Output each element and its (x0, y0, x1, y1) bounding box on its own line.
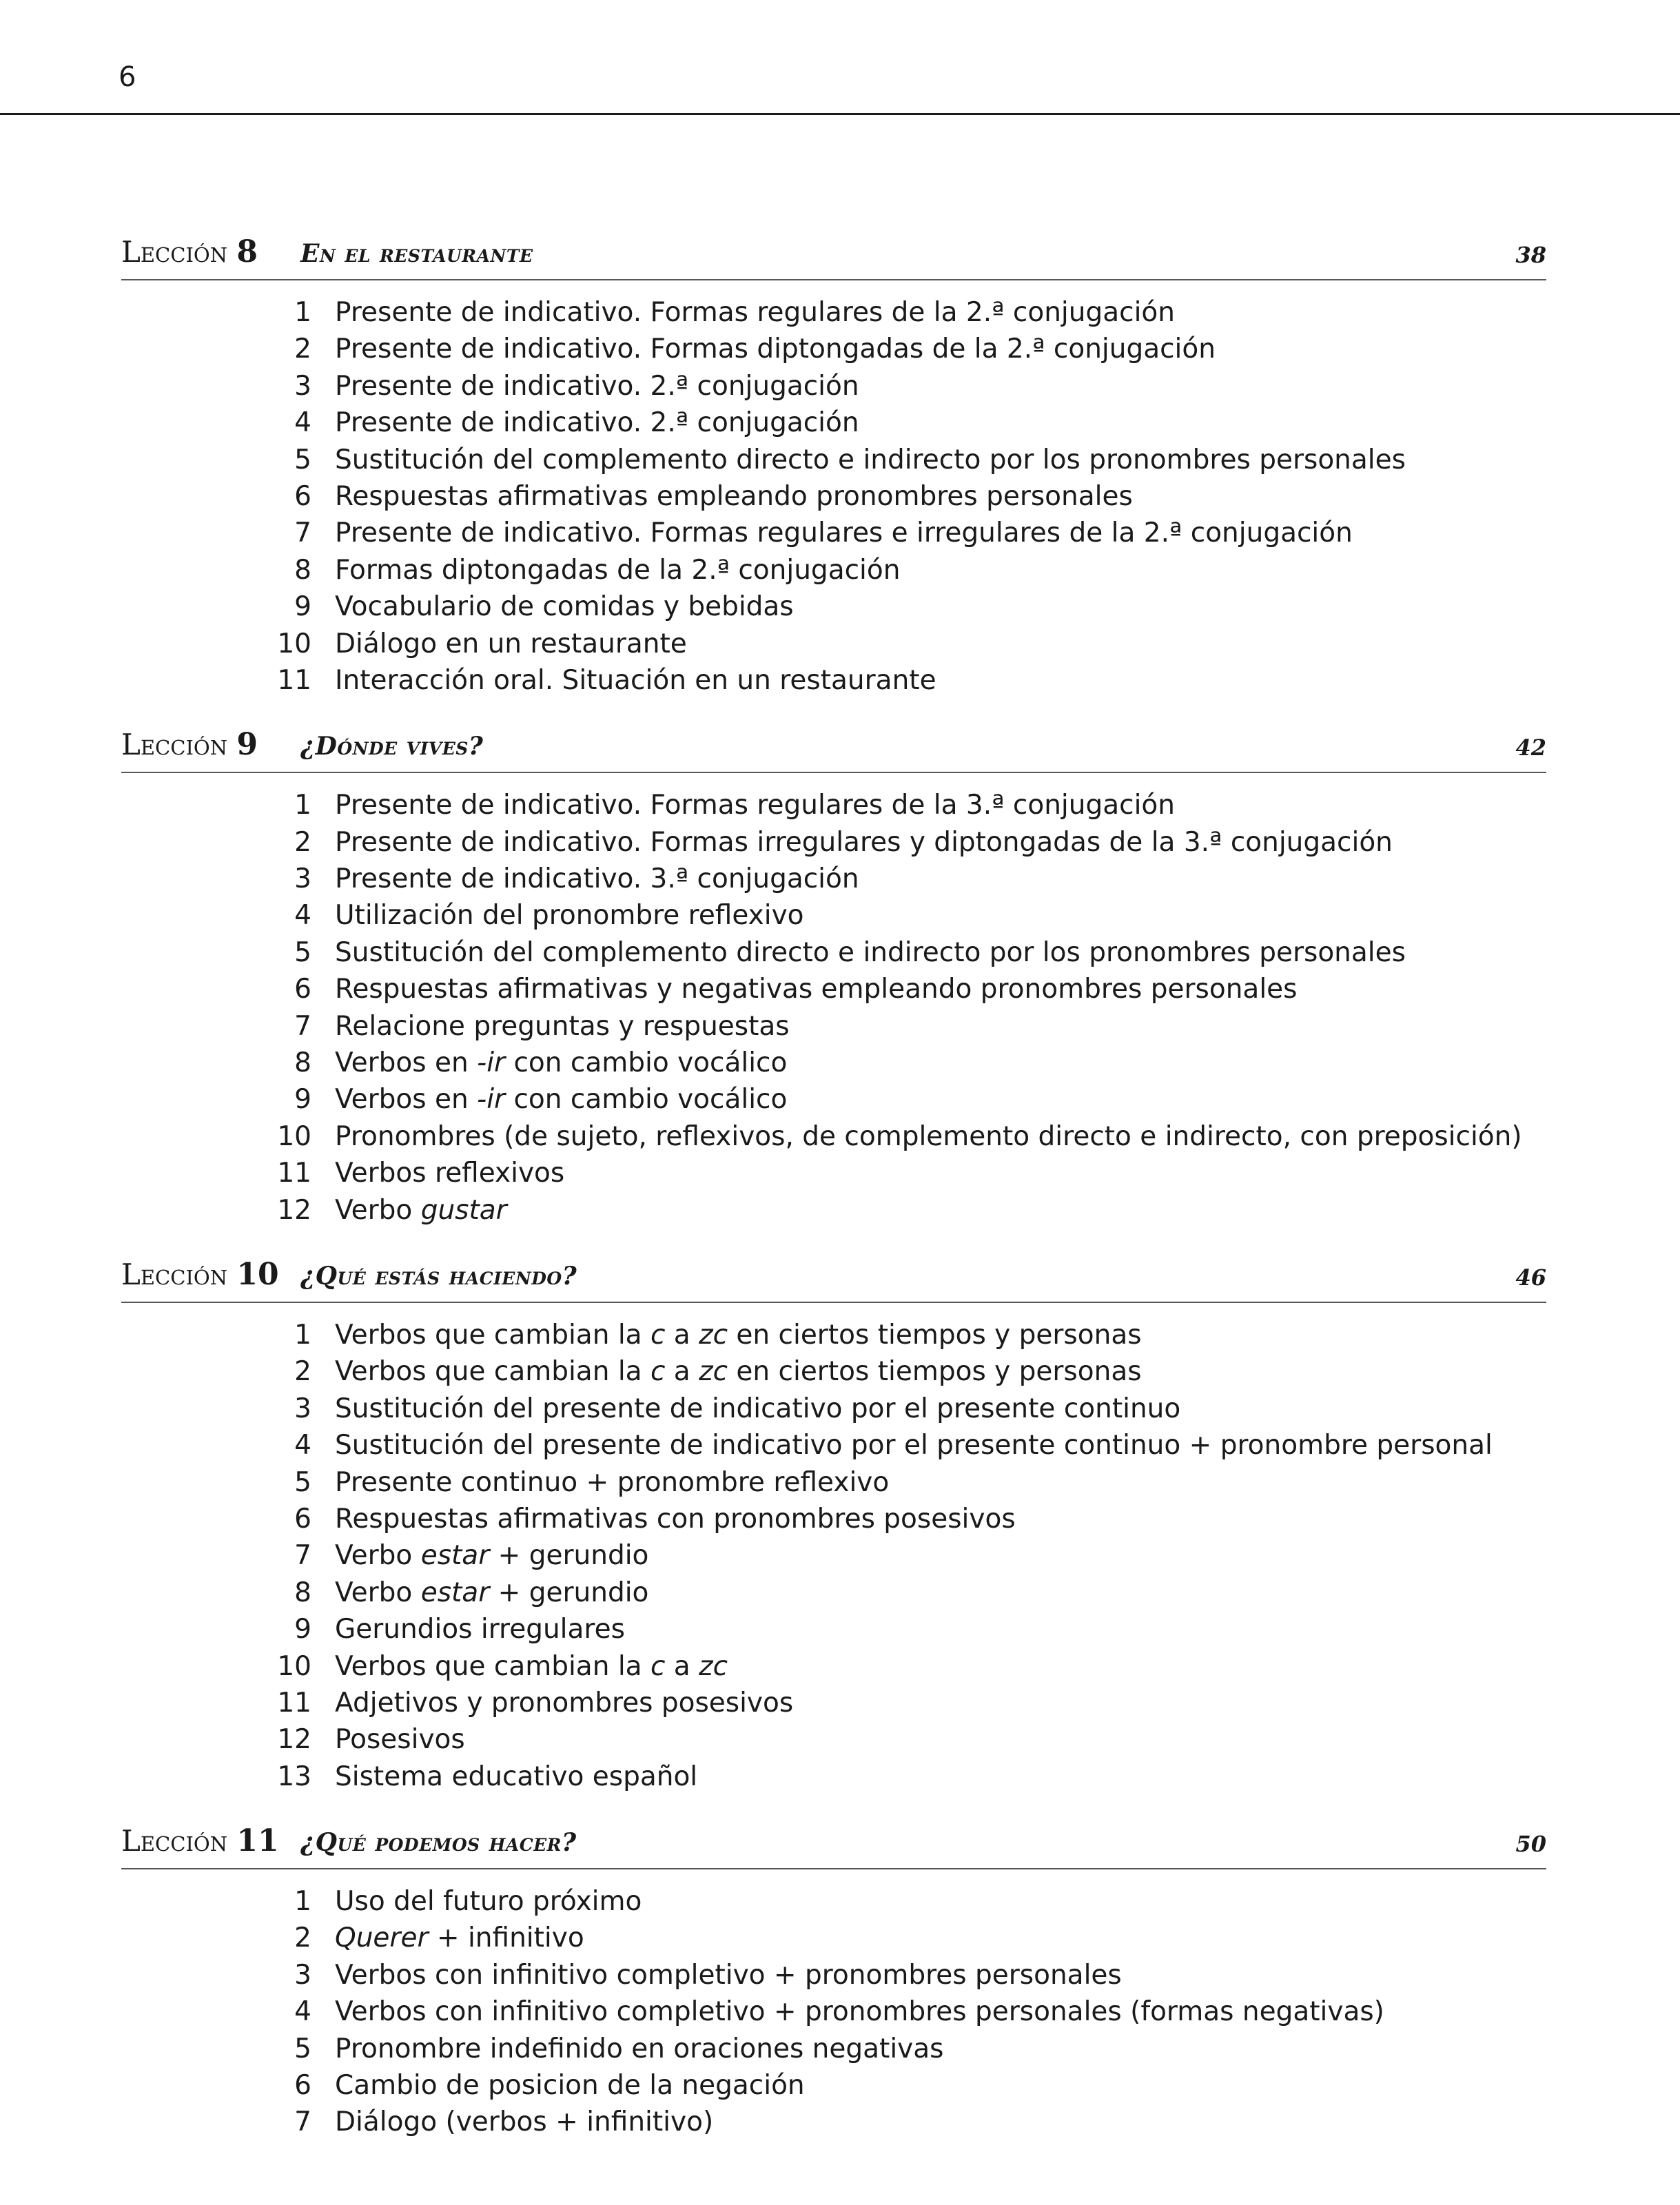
exercise-item (121, 787, 1546, 823)
exercise-number: 2 (294, 1356, 311, 1388)
exercise-number: 10 (277, 628, 311, 659)
exercise-item (121, 1758, 1546, 1795)
exercise-number: 1 (294, 1886, 311, 1918)
exercise-number: 6 (294, 480, 311, 512)
exercise-item (121, 2104, 1546, 2140)
exercise-text: Utilización del pronombre reflexivo (335, 900, 804, 932)
exercise-text: Verbos con infinitivo completivo + pronombres personales (335, 1959, 1122, 1991)
exercise-text: Diálogo (verbos + infinitivo) (335, 2106, 714, 2138)
exercise-text: Presente de indicativo. 2.ª conjugación (335, 370, 859, 402)
exercise-text: Verbos que cambian la c a zc en ciertos tiempos y personas (335, 1356, 1142, 1388)
exercise-item (121, 662, 1546, 699)
exercise-text: Verbos reflexivos (335, 1158, 565, 1189)
lesson-number: 8 (236, 234, 258, 269)
exercise-item (121, 1611, 1546, 1648)
exercise-number: 13 (277, 1761, 311, 1792)
table-of-contents (121, 224, 1546, 2159)
exercise-text: Presente de indicativo. 2.ª conjugación (335, 407, 859, 439)
exercise-text: Cambio de posicion de la negación (335, 2070, 805, 2102)
exercise-text: Sustitución del presente de indicativo por el presente continuo + pronombre personal (335, 1430, 1493, 1462)
exercise-number: 6 (294, 974, 311, 1005)
exercise-number: 2 (294, 826, 311, 858)
exercise-number: 4 (294, 407, 311, 439)
exercise-number: 2 (294, 1922, 311, 1954)
exercise-item (121, 1155, 1546, 1191)
exercise-list (121, 1317, 1546, 1795)
lesson-title: ¿Qué podemos hacer? (300, 1828, 577, 1858)
exercise-item (121, 368, 1546, 404)
exercise-item (121, 861, 1546, 897)
exercise-text: Respuestas afirmativas y negativas empleando pronombres personales (335, 974, 1298, 1005)
exercise-list (121, 787, 1546, 1229)
exercise-item (121, 1317, 1546, 1353)
page-number: 6 (119, 61, 136, 93)
exercise-text: Gerundios irregulares (335, 1614, 625, 1645)
exercise-number: 6 (294, 2070, 311, 2102)
lesson-section (121, 224, 1546, 699)
exercise-item (121, 1008, 1546, 1045)
exercise-item (121, 404, 1546, 441)
exercise-text: Presente de indicativo. 3.ª conjugación (335, 863, 859, 895)
exercise-number: 3 (294, 863, 311, 895)
exercise-item (121, 897, 1546, 934)
lesson-word: Lección (121, 728, 228, 762)
exercise-number: 7 (294, 517, 311, 549)
exercise-item (121, 1081, 1546, 1118)
exercise-text: Diálogo en un restaurante (335, 628, 687, 659)
header-rule (0, 113, 1680, 115)
exercise-text: Uso del futuro próximo (335, 1886, 642, 1918)
exercise-number: 3 (294, 1393, 311, 1424)
exercise-list (121, 294, 1546, 699)
exercise-number: 4 (294, 1430, 311, 1462)
exercise-item (121, 1353, 1546, 1390)
exercise-text: Sistema educativo español (335, 1761, 698, 1792)
exercise-item (121, 1721, 1546, 1758)
exercise-number: 6 (294, 1503, 311, 1535)
lesson-header (121, 717, 1546, 773)
exercise-text: Presente de indicativo. Formas regulares e irregulares de la 2.ª conjugación (335, 517, 1353, 549)
lesson-number: 10 (236, 1256, 279, 1292)
exercise-text: Verbos con infinitivo completivo + pronombres personales (formas negativas) (335, 1996, 1384, 2028)
lesson-page-number: 38 (1515, 242, 1546, 268)
lesson-section (121, 1247, 1546, 1795)
lesson-label (121, 1823, 279, 1858)
exercise-number: 9 (294, 1614, 311, 1645)
exercise-item (121, 1537, 1546, 1574)
exercise-text: Querer + infinitivo (335, 1922, 584, 1954)
lesson-title: ¿Qué estás haciendo? (300, 1261, 577, 1291)
exercise-list (121, 1883, 1546, 2141)
exercise-item (121, 1685, 1546, 1721)
exercise-number: 5 (294, 1466, 311, 1498)
exercise-number: 8 (294, 1577, 311, 1608)
exercise-number: 7 (294, 1540, 311, 1572)
exercise-text: Presente de indicativo. Formas irregulares y diptongadas de la 3.ª conjugación (335, 826, 1393, 858)
exercise-text: Verbos que cambian la c a zc en ciertos tiempos y personas (335, 1319, 1142, 1351)
exercise-number: 5 (294, 444, 311, 475)
exercise-number: 11 (277, 664, 311, 696)
exercise-number: 9 (294, 1084, 311, 1116)
exercise-text: Sustitución del complemento directo e indirecto por los pronombres personales (335, 444, 1406, 475)
exercise-item (121, 971, 1546, 1007)
exercise-item (121, 515, 1546, 551)
lesson-title: En el restaurante (300, 239, 533, 268)
exercise-number: 2 (294, 334, 311, 365)
lesson-word: Lección (121, 1257, 228, 1291)
lesson-page-number: 46 (1515, 1264, 1546, 1291)
exercise-item (121, 1192, 1546, 1229)
lesson-label (121, 1257, 279, 1292)
exercise-text: Adjetivos y pronombres posesivos (335, 1687, 794, 1719)
exercise-item (121, 1045, 1546, 1081)
exercise-text: Verbos que cambian la c a zc (335, 1650, 728, 1682)
exercise-text: Respuestas afirmativas con pronombres posesivos (335, 1503, 1016, 1535)
exercise-number: 7 (294, 2106, 311, 2138)
exercise-number: 10 (277, 1120, 311, 1152)
lesson-label (121, 727, 258, 762)
exercise-item (121, 331, 1546, 367)
lesson-header (121, 224, 1546, 280)
exercise-text: Vocabulario de comidas y bebidas (335, 591, 794, 623)
exercise-text: Verbos en -ir con cambio vocálico (335, 1047, 788, 1079)
exercise-item (121, 934, 1546, 971)
exercise-item (121, 824, 1546, 861)
exercise-item (121, 1427, 1546, 1464)
exercise-item (121, 1648, 1546, 1685)
exercise-number: 3 (294, 1959, 311, 1991)
exercise-number: 4 (294, 1996, 311, 2028)
lesson-section (121, 717, 1546, 1229)
exercise-number: 8 (294, 554, 311, 586)
lesson-title: ¿Dónde vives? (300, 732, 484, 761)
lesson-label (121, 234, 258, 269)
exercise-number: 11 (277, 1158, 311, 1189)
exercise-text: Posesivos (335, 1724, 465, 1756)
exercise-text: Verbo estar + gerundio (335, 1577, 649, 1608)
exercise-item (121, 626, 1546, 662)
exercise-number: 11 (277, 1687, 311, 1719)
exercise-number: 7 (294, 1010, 311, 1042)
exercise-text: Relacione preguntas y respuestas (335, 1010, 790, 1042)
exercise-number: 1 (294, 790, 311, 821)
lesson-number: 11 (236, 1823, 279, 1859)
exercise-text: Verbo estar + gerundio (335, 1540, 649, 1572)
lesson-number: 9 (236, 727, 258, 763)
lesson-word: Lección (121, 1824, 228, 1858)
exercise-item (121, 1575, 1546, 1611)
exercise-number: 12 (277, 1724, 311, 1756)
exercise-text: Sustitución del presente de indicativo por el presente continuo (335, 1393, 1181, 1424)
exercise-number: 8 (294, 1047, 311, 1079)
exercise-item (121, 442, 1546, 478)
exercise-text: Verbos en -ir con cambio vocálico (335, 1084, 788, 1116)
lesson-header (121, 1247, 1546, 1303)
exercise-item (121, 1501, 1546, 1537)
exercise-text: Sustitución del complemento directo e indirecto por los pronombres personales (335, 936, 1406, 968)
exercise-item (121, 1957, 1546, 1993)
exercise-item (121, 1391, 1546, 1427)
exercise-number: 9 (294, 591, 311, 623)
exercise-text: Presente de indicativo. Formas regulares de la 3.ª conjugación (335, 790, 1175, 821)
exercise-text: Presente de indicativo. Formas regulares de la 2.ª conjugación (335, 297, 1175, 328)
exercise-item (121, 1993, 1546, 2030)
lesson-page-number: 50 (1515, 1831, 1546, 1858)
exercise-item (121, 588, 1546, 625)
exercise-number: 5 (294, 2033, 311, 2064)
lesson-word: Lección (121, 235, 228, 269)
exercise-item (121, 552, 1546, 588)
exercise-item (121, 478, 1546, 515)
exercise-number: 10 (277, 1650, 311, 1682)
lesson-header (121, 1813, 1546, 1869)
exercise-text: Formas diptongadas de la 2.ª conjugación (335, 554, 901, 586)
exercise-number: 4 (294, 900, 311, 932)
exercise-text: Respuestas afirmativas empleando pronombres personales (335, 480, 1133, 512)
exercise-text: Interacción oral. Situación en un restaurante (335, 664, 936, 696)
exercise-number: 1 (294, 1319, 311, 1351)
exercise-text: Presente de indicativo. Formas diptongadas de la 2.ª conjugación (335, 334, 1216, 365)
exercise-item (121, 1920, 1546, 1956)
exercise-item (121, 1118, 1546, 1155)
exercise-number: 5 (294, 936, 311, 968)
exercise-item (121, 1883, 1546, 1920)
exercise-text: Pronombre indefinido en oraciones negativas (335, 2033, 944, 2064)
exercise-text: Presente continuo + pronombre reflexivo (335, 1466, 890, 1498)
exercise-text: Verbo gustar (335, 1194, 507, 1226)
lesson-page-number: 42 (1515, 735, 1546, 761)
exercise-number: 12 (277, 1194, 311, 1226)
exercise-number: 3 (294, 370, 311, 402)
exercise-item (121, 2067, 1546, 2104)
exercise-item (121, 2031, 1546, 2067)
lesson-section (121, 1813, 1546, 2141)
exercise-text: Pronombres (de sujeto, reflexivos, de complemento directo e indirecto, con preposición) (335, 1120, 1522, 1152)
exercise-item (121, 294, 1546, 331)
exercise-number: 1 (294, 297, 311, 328)
exercise-item (121, 1464, 1546, 1501)
